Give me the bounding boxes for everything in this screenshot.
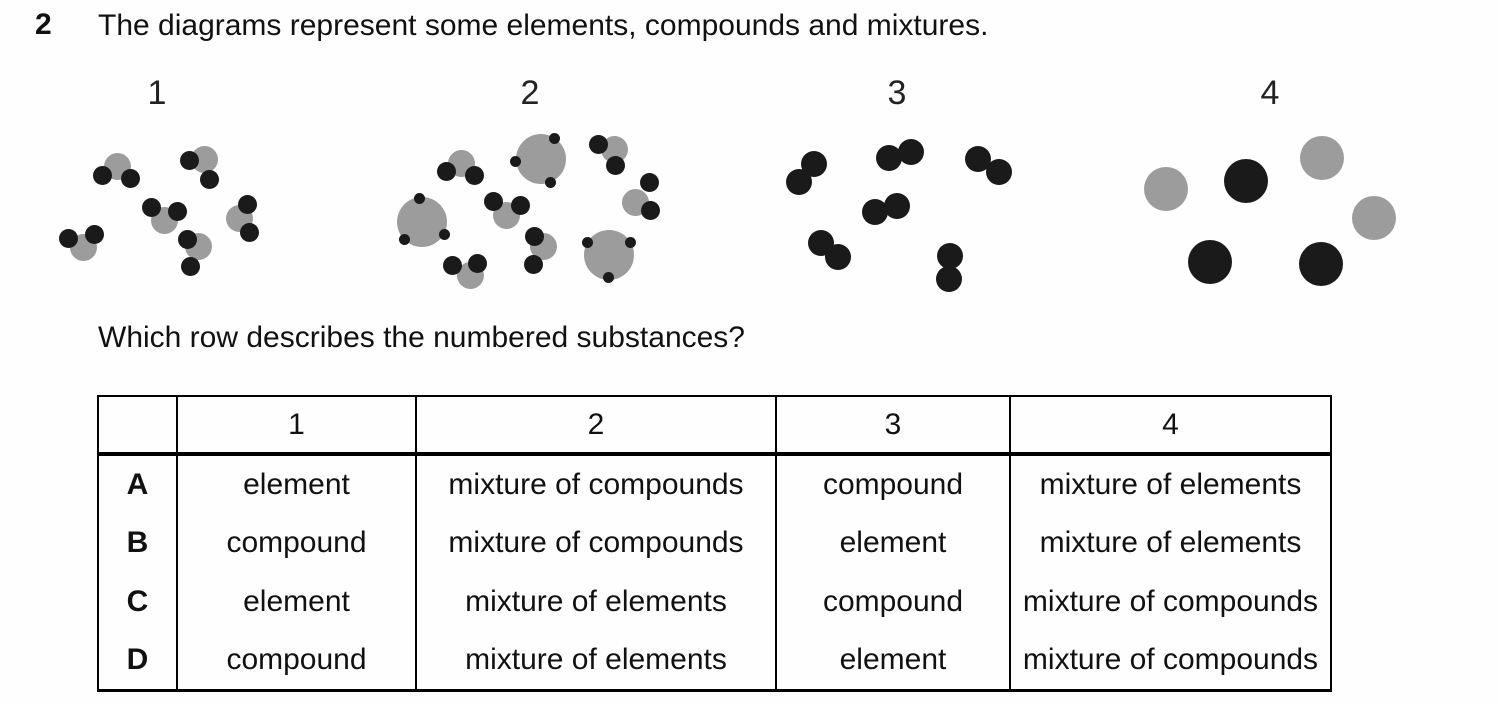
black-atom-circle bbox=[484, 192, 503, 211]
table-col-header-2: 2 bbox=[416, 396, 776, 454]
diagram-4 bbox=[1130, 74, 1410, 290]
answer-row-A bbox=[98, 454, 1331, 513]
black-atom-circle bbox=[545, 177, 556, 188]
table-cell-B-1: compound bbox=[177, 513, 416, 572]
answer-table-header bbox=[98, 396, 1331, 454]
black-atom-circle bbox=[525, 227, 544, 246]
table-cell-D-3: element bbox=[776, 631, 1010, 690]
black-atom-circle bbox=[121, 169, 140, 188]
table-cell-A-1: element bbox=[177, 454, 416, 513]
black-atom-circle bbox=[59, 229, 78, 248]
black-atom-circle bbox=[801, 151, 827, 177]
black-atom-circle bbox=[168, 202, 187, 221]
question-text: The diagrams represent some elements, compounds and mixtures. bbox=[98, 9, 989, 42]
row-label-B: B bbox=[98, 513, 177, 572]
answer-row-D bbox=[98, 631, 1331, 690]
black-atom-circle bbox=[582, 237, 593, 248]
black-atom-circle bbox=[238, 195, 257, 214]
black-atom-circle bbox=[589, 135, 608, 154]
black-atom-circle bbox=[884, 193, 910, 219]
black-atom-circle bbox=[439, 229, 450, 240]
black-atom-circle bbox=[603, 272, 614, 283]
black-atom-circle bbox=[606, 156, 625, 175]
black-atom-circle bbox=[1299, 242, 1343, 286]
black-atom-circle bbox=[640, 173, 659, 192]
black-atom-circle bbox=[181, 257, 200, 276]
table-cell-D-2: mixture of elements bbox=[416, 631, 776, 690]
black-atom-circle bbox=[178, 230, 197, 249]
table-cell-B-2: mixture of compounds bbox=[416, 513, 776, 572]
diagram-label-4: 4 bbox=[1260, 74, 1280, 112]
diagram-2 bbox=[390, 74, 662, 290]
black-atom-circle bbox=[524, 255, 543, 274]
table-cell-B-4: mixture of elements bbox=[1010, 513, 1331, 572]
table-cell-A-2: mixture of compounds bbox=[416, 454, 776, 513]
table-corner-cell bbox=[98, 396, 177, 454]
black-atom-circle bbox=[898, 139, 924, 165]
table-cell-D-4: mixture of compounds bbox=[1010, 631, 1331, 690]
black-atom-circle bbox=[85, 225, 104, 244]
gray-atom-circle bbox=[1300, 136, 1344, 180]
answer-table-body bbox=[98, 454, 1331, 690]
table-cell-A-4: mixture of elements bbox=[1010, 454, 1331, 513]
table-cell-C-1: element bbox=[177, 572, 416, 631]
row-label-D: D bbox=[98, 631, 177, 690]
black-atom-circle bbox=[625, 237, 636, 248]
answer-row-B bbox=[98, 513, 1331, 572]
diagram-label-1: 1 bbox=[147, 74, 167, 112]
table-cell-C-4: mixture of compounds bbox=[1010, 572, 1331, 631]
black-atom-circle bbox=[511, 196, 530, 215]
table-col-header-1: 1 bbox=[177, 396, 416, 454]
diagram-1 bbox=[50, 74, 270, 290]
black-atom-circle bbox=[414, 193, 425, 204]
gray-atom-circle bbox=[1144, 167, 1188, 211]
black-atom-circle bbox=[443, 256, 462, 275]
black-atom-circle bbox=[468, 254, 487, 273]
black-atom-circle bbox=[641, 201, 660, 220]
black-atom-circle bbox=[510, 156, 521, 167]
black-atom-circle bbox=[549, 133, 560, 144]
answer-row-C bbox=[98, 572, 1331, 631]
question-number: 2 bbox=[35, 8, 52, 41]
table-cell-C-2: mixture of elements bbox=[416, 572, 776, 631]
row-label-A: A bbox=[98, 454, 177, 513]
table-cell-D-1: compound bbox=[177, 631, 416, 690]
black-atom-circle bbox=[399, 234, 410, 245]
black-atom-circle bbox=[825, 244, 851, 270]
black-atom-circle bbox=[180, 151, 199, 170]
black-atom-circle bbox=[465, 166, 484, 185]
gray-atom-circle bbox=[1352, 196, 1396, 240]
black-atom-circle bbox=[1188, 240, 1232, 284]
table-cell-C-3: compound bbox=[776, 572, 1010, 631]
black-atom-circle bbox=[1224, 159, 1268, 203]
table-cell-B-3: element bbox=[776, 513, 1010, 572]
black-atom-circle bbox=[142, 198, 161, 217]
black-atom-circle bbox=[936, 266, 962, 292]
black-atom-circle bbox=[986, 159, 1012, 185]
table-col-header-4: 4 bbox=[1010, 396, 1331, 454]
diagram-label-3: 3 bbox=[887, 74, 907, 112]
question-prompt: Which row describes the numbered substances? bbox=[98, 321, 745, 354]
black-atom-circle bbox=[93, 166, 112, 185]
table-cell-A-3: compound bbox=[776, 454, 1010, 513]
diagram-label-2: 2 bbox=[520, 74, 540, 112]
answer-options-table bbox=[97, 395, 1332, 692]
black-atom-circle bbox=[437, 162, 456, 181]
row-label-C: C bbox=[98, 572, 177, 631]
table-col-header-3: 3 bbox=[776, 396, 1010, 454]
diagram-3 bbox=[770, 74, 1020, 290]
black-atom-circle bbox=[200, 170, 219, 189]
black-atom-circle bbox=[240, 223, 259, 242]
